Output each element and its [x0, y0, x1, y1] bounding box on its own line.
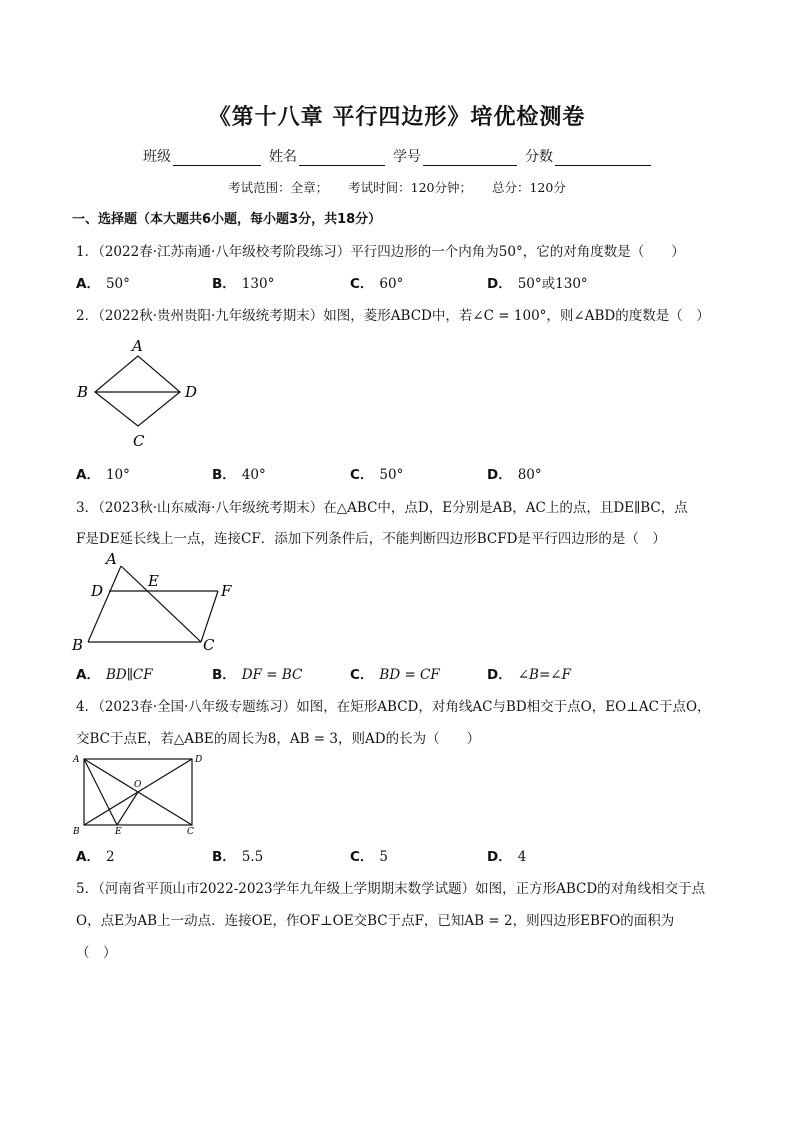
q4-option-a[interactable]: A． 2 — [76, 849, 115, 865]
label-a: A — [132, 337, 143, 355]
class-blank[interactable] — [173, 150, 261, 166]
score-field — [525, 146, 651, 166]
exam-total: 总分：120分 — [491, 180, 566, 195]
score-label: 分数 — [525, 149, 553, 165]
q2-option-b[interactable]: B． 40° — [212, 467, 266, 483]
label-e: E — [115, 827, 122, 837]
segment-cf — [201, 591, 218, 642]
rhombus-outline — [95, 356, 180, 426]
name-blank[interactable] — [299, 150, 385, 166]
segment-ab — [88, 566, 121, 642]
label-a: A — [106, 550, 117, 568]
q5-stem-line3: （ ） — [76, 945, 117, 961]
label-d: D — [185, 383, 198, 401]
label-b: B — [73, 827, 80, 837]
rhombus-figure — [70, 334, 210, 450]
id-label: 学号 — [393, 149, 421, 165]
class-label: 班级 — [143, 149, 171, 165]
q1-stem: 1．（2022春·江苏南通·八年级校考阶段练习）平行四边形的一个内角为50°，它的对角度数是（ ） — [76, 244, 685, 260]
parallelogram-figure — [66, 550, 246, 654]
exam-scope: 考试范围：全章； — [228, 180, 329, 195]
q4-option-b[interactable]: B． 5.5 — [212, 849, 264, 865]
student-info-row — [0, 146, 794, 166]
label-b: B — [72, 636, 84, 654]
q3-option-b[interactable]: B． DF = BC — [212, 667, 303, 683]
name-label: 姓名 — [269, 149, 297, 165]
class-field — [143, 146, 261, 166]
q4-stem-line2: 交BC于点E，若△ABE的周长为8，AB = 3，则AD的长为（ ） — [76, 731, 481, 747]
exam-meta — [0, 178, 794, 196]
q4-option-c[interactable]: C． 5 — [350, 849, 389, 865]
q5-stem-line2: O，点E为AB上一动点．连接OE，作OF⊥OE交BC于点F，已知AB = 2，则四边形EBFO的面积为 — [76, 913, 675, 929]
id-field — [393, 146, 517, 166]
q4-option-d[interactable]: D． 4 — [487, 849, 527, 865]
label-c: C — [203, 636, 215, 654]
exam-time: 考试时间：120分钟； — [348, 180, 472, 195]
q3-stem-line1: 3．（2023秋·山东威海·八年级统考期末）在△ABC中，点D，E分别是AB，AC上的点，且DE∥BC，点 — [76, 500, 688, 516]
label-o: O — [134, 780, 142, 790]
label-f: F — [221, 582, 232, 600]
name-field — [269, 146, 385, 166]
label-a: A — [73, 755, 80, 765]
label-b: B — [77, 383, 89, 401]
score-blank[interactable] — [555, 150, 651, 166]
label-c: C — [187, 827, 194, 837]
segment-ac — [121, 566, 201, 642]
q3-option-c[interactable]: C． BD = CF — [350, 667, 440, 683]
segment-eo — [117, 792, 138, 825]
q2-option-c[interactable]: C． 50° — [350, 467, 404, 483]
q1-option-c[interactable]: C． 60° — [350, 276, 404, 292]
label-d: D — [91, 582, 104, 600]
q3-option-d[interactable]: D． ∠B=∠F — [487, 667, 571, 683]
q2-stem: 2．（2022秋·贵州贵阳·九年级统考期末）如图，菱形ABCD中，若∠C = 100°，则∠ABD的度数是（ ） — [76, 308, 710, 324]
rectangle-figure — [70, 750, 210, 838]
q1-option-d[interactable]: D． 50°或130° — [487, 276, 588, 292]
q1-option-b[interactable]: B． 130° — [212, 276, 275, 292]
q2-option-a[interactable]: A． 10° — [76, 467, 130, 483]
q3-option-a[interactable]: A． BD∥CF — [76, 667, 153, 683]
section-heading: 一、选择题（本大题共6小题，每小题3分，共18分） — [72, 212, 382, 227]
q5-stem-line1: 5．（河南省平顶山市2022-2023学年九年级上学期期末数学试题）如图，正方形ABCD的对角线相交于点 — [76, 881, 706, 897]
q2-option-d[interactable]: D． 80° — [487, 467, 542, 483]
label-c: C — [133, 432, 145, 450]
q1-option-a[interactable]: A． 50° — [76, 276, 130, 292]
q4-stem-line1: 4．（2023春·全国·八年级专题练习）如图，在矩形ABCD，对角线AC与BD相交于点O，EO⊥AC于点O， — [76, 699, 711, 715]
page-title: 《第十八章 平行四边形》培优检测卷 — [208, 105, 586, 130]
id-blank[interactable] — [423, 150, 517, 166]
label-d: D — [195, 755, 203, 765]
q3-stem-line2: F是DE延长线上一点，连接CF．添加下列条件后，不能判断四边形BCFD是平行四边形的是（ ） — [76, 531, 666, 547]
label-e: E — [148, 572, 159, 590]
